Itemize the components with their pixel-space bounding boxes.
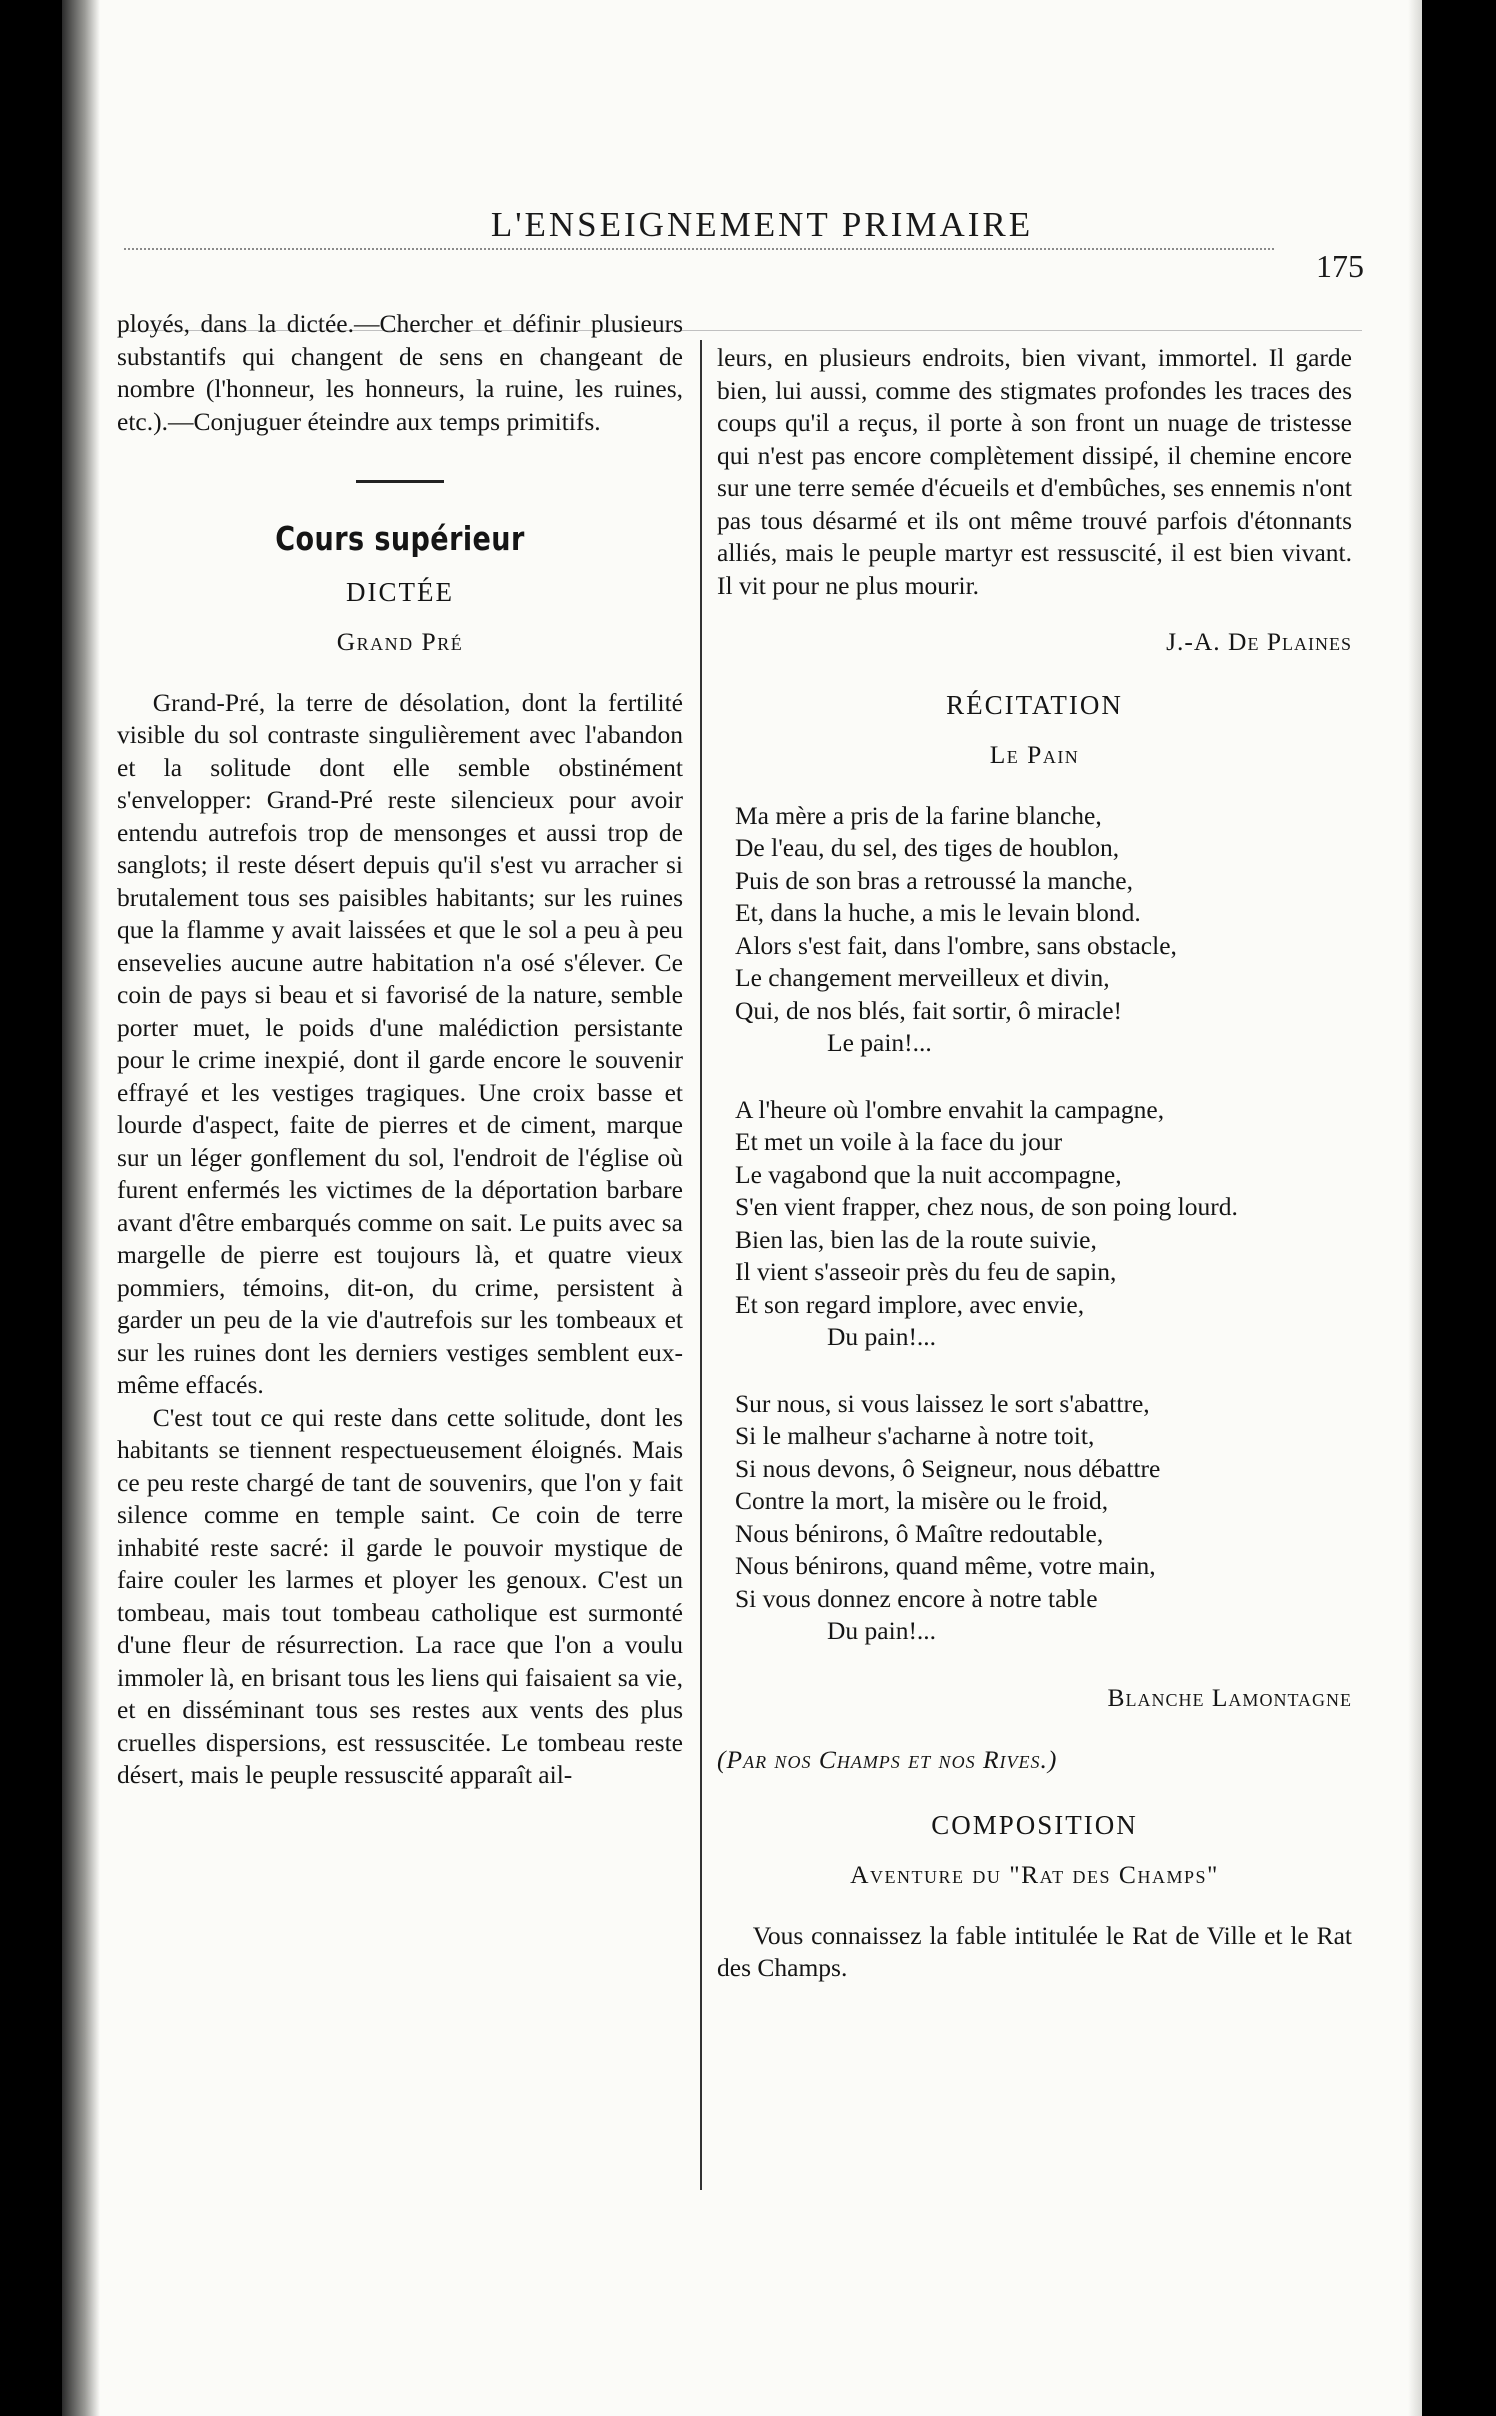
poem-stanza [717, 1094, 1352, 1354]
dictation-title: Grand Pré [336, 627, 464, 656]
poem-stanza [717, 800, 1352, 1060]
poem-line: Ma mère a pris de la farine blanche, [735, 800, 1102, 830]
recitation-title: RÉCITATION [946, 689, 1123, 720]
dictation-paragraph: C'est tout ce qui reste dans cette solitude, dont les habitants se tiennent respectueusement éloignés. Mais ce peu reste chargé de tant de souvenirs, que l'on y fait silence comme en temple saint. Ce coin de terre inhabité reste sacré: il garde le pouvoir mystique de faire couler les larmes et ployer les genoux. C'est un tombeau, mais tout tombeau catholique est surmonté d'une fleur de résurrection. La race que l'on a voulu immoler là, en brisant tous les liens qui faisaient sa vie, et en disséminant tous ses restes aux vents des plus cruelles dispersions, est ressuscitée. Le tombeau reste désert, mais le peuple ressuscité apparaît ail- [117, 1402, 683, 1789]
composition-subtitle: Aventure du "Rat des Champs" [850, 1860, 1219, 1889]
poem-line: Sur nous, si vous laissez le sort s'abattre, [735, 1388, 1150, 1418]
poem-line: Si vous donnez encore à notre table [735, 1583, 1098, 1613]
continuation-text: ployés, dans la dictée.—Chercher et définir plusieurs substantifs qui changent de sens en changeant de nombre (l'honneur, les honneurs, la ruine, les ruines, etc.).—Conjuguer éteindre aux temps primitifs. [117, 309, 683, 436]
poem-line: S'en vient frapper, chez nous, de son poing lourd. [735, 1192, 1238, 1221]
poem-source: (Par nos Champs et nos Rives.) [717, 1745, 1058, 1774]
binding-shadow [62, 0, 100, 2416]
poem-line: A l'heure où l'ombre envahit la campagne, [735, 1094, 1165, 1124]
poem-line: Contre la mort, la misère ou le froid, [735, 1486, 1109, 1515]
poem-line: Alors s'est fait, dans l'ombre, sans obstacle, [735, 930, 1177, 960]
poem-line: Et son regard implore, avec envie, [735, 1289, 1085, 1319]
poem-line: Et, dans la huche, a mis le levain blond. [735, 898, 1141, 927]
header-rule [124, 248, 1274, 250]
poem-line: De l'eau, du sel, des tiges de houblon, [735, 833, 1120, 862]
page-number: 175 [1316, 248, 1364, 284]
poem-line: Le vagabond que la nuit accompagne, [735, 1159, 1122, 1189]
poem-line: Nous bénirons, ô Maître redoutable, [735, 1518, 1104, 1548]
document-page [62, 0, 1422, 2416]
dictation-paragraph: Grand-Pré, la terre de désolation, dont la fertilité visible du sol contraste singulièrement avec l'abandon et la solitude dont elle semble obstinément s'envelopper: Grand-Pré reste silencieux pour avoir entendu autrefois trop de mensonges et aussi trop de sanglots; il reste désert depuis qu'il s'est vu arracher si brutalement tous ses paisibles habitants; sur les ruines que la flamme y avait laissées et que le sol a peu à peu ensevelies aucune autre habitation n'a osé s'élever. Ce coin de pays si beau et si favorisé de la nature, semble porter muet, le poids d'une malédiction persistante pour le crime inexpié, dont il garde encore le souvenir effrayé et les vestiges tragiques. Une croix basse et lourde d'aspect, faite de pierres et de ciment, marque sur un léger gonflement du sol, l'endroit de l'église où furent enfermés les victimes de la déportation barbare avant d'être embarqués comme on sait. Le puits avec sa margelle de pierre est toujours là, et quatre vieux pommiers, témoins, dit-on, du crime, persistent à garder un peu de la vie d'autrefois sur les tombeaux et sur les ruines dont les derniers vestiges semblent eux-même effacés. [117, 687, 683, 1399]
poem-line: Si nous devons, ô Seigneur, nous débattre [735, 1453, 1161, 1483]
poem-stanza [717, 1388, 1352, 1648]
poem-line: Il vient s'asseoir près du feu de sapin, [735, 1257, 1117, 1286]
right-column [717, 342, 1352, 1985]
section-title: Cours supérieur [275, 519, 525, 558]
section-separator [356, 480, 444, 483]
composition-title: COMPOSITION [931, 1809, 1138, 1840]
subsection-title: DICTÉE [346, 576, 454, 607]
page-edge [1408, 0, 1422, 2416]
poem-refrain: Du pain!... [827, 1616, 937, 1645]
continuation-text: leurs, en plusieurs endroits, bien vivant, immortel. Il garde bien, lui aussi, comme des stigmates profondes les traces des coups qu'il a reçus, il porte à son front un nuage de tristesse qui n'est pas encore complètement dissipé, il chemine encore sur une terre semée d'écueils et d'embûches, ses ennemis n'ont pas tous désarmé et ils ont même trouvé parfois d'étonnants alliés, mais le peuple martyr est ressuscité, il est bien vivant. Il vit pour ne plus mourir. [717, 343, 1352, 600]
poem-line: Nous bénirons, quand même, votre main, [735, 1551, 1156, 1580]
poem-refrain: Du pain!... [827, 1322, 937, 1351]
poem-line: Et met un voile à la face du jour [735, 1127, 1063, 1156]
poem-line: Si le malheur s'acharne à notre toit, [735, 1421, 1095, 1450]
left-column [117, 308, 683, 1792]
poem-line: Le changement merveilleux et divin, [735, 963, 1110, 992]
dictation-author: J.-A. De Plaines [1166, 627, 1352, 656]
poem-line: Puis de son bras a retroussé la manche, [735, 865, 1133, 895]
running-title: L'ENSEIGNEMENT PRIMAIRE [490, 205, 1034, 244]
poem-refrain: Le pain!... [827, 1028, 932, 1057]
poem-line: Qui, de nos blés, fait sortir, ô miracle! [735, 995, 1123, 1025]
poem-author: Blanche Lamontagne [1107, 1682, 1352, 1712]
composition-text: Vous connaissez la fable intitulée le Rat de Ville et le Rat des Champs. [717, 1920, 1352, 1982]
poem [717, 800, 1352, 1648]
poem-line: Bien las, bien las de la route suivie, [735, 1224, 1097, 1254]
column-divider [700, 340, 702, 2190]
poem-title: Le Pain [989, 740, 1080, 769]
